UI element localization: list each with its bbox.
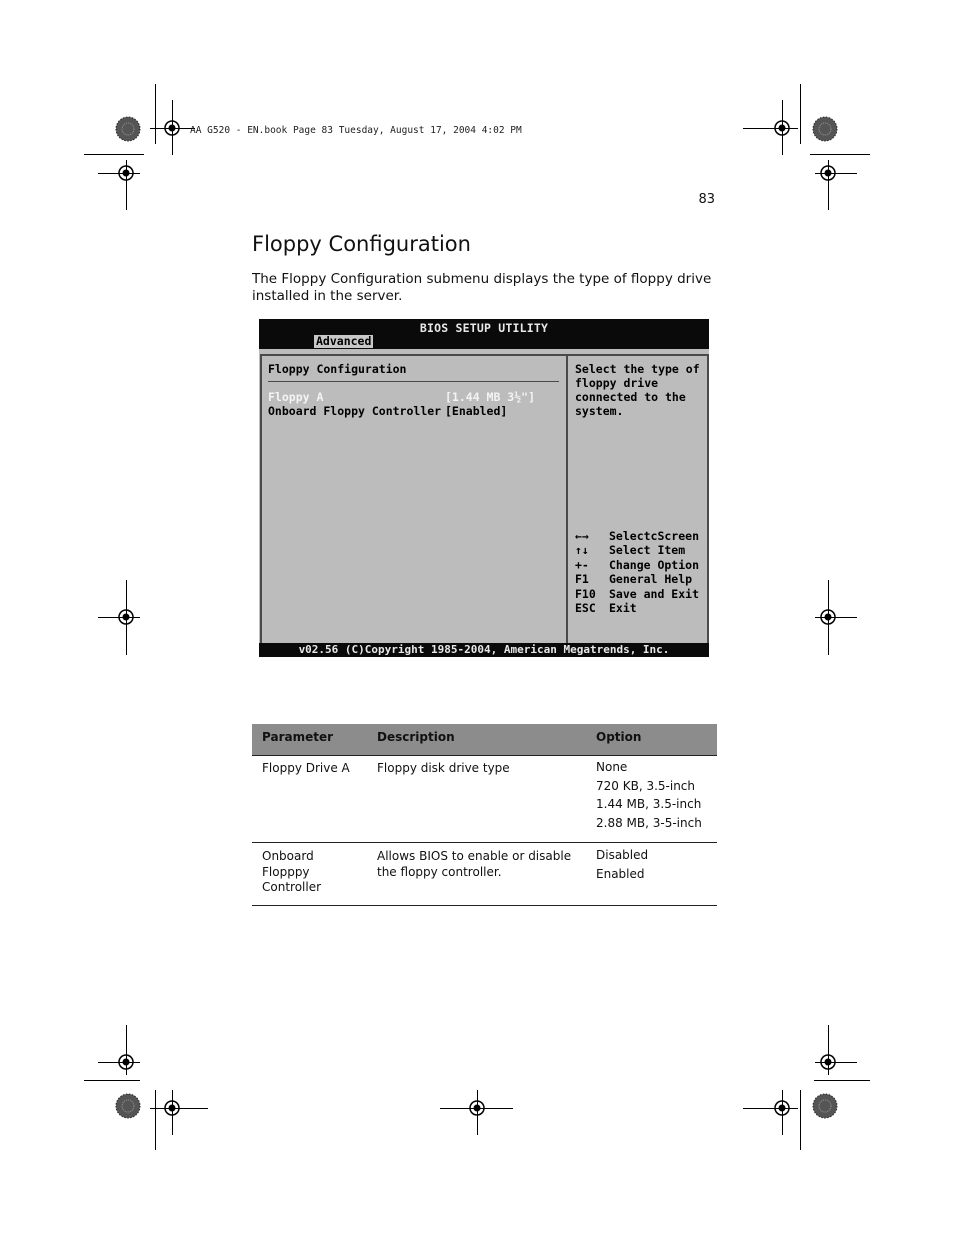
registration-mark-icon [466,1097,488,1119]
table-header [252,724,717,756]
registration-mark-icon [161,117,183,139]
registration-mark-icon [817,1051,839,1073]
page-number: 83 [698,192,715,207]
option-value: 1.44 MB, 3.5-inch [596,797,702,811]
registration-mark-icon [115,162,137,184]
column-header-description: Description [377,730,455,744]
bios-section-title: Floppy Configuration [268,362,407,376]
bios-help-text: Select the type of floppy drive connected to the system. [575,362,700,418]
parameter-cell: Onboard Flopppy Controller [262,849,322,894]
parameter-table [252,724,717,906]
key-label: ESC [575,600,596,615]
option-cell [596,846,716,883]
registration-mark-icon [115,1051,137,1073]
key-action: Exit [609,600,637,615]
option-value: Disabled [596,848,649,862]
key-label: F10 [575,586,596,601]
print-header: AA G520 - EN.book Page 83 Tuesday, August 17, 2004 4:02 PM [190,125,522,136]
registration-mark-icon [817,162,839,184]
registration-mark-icon [771,117,793,139]
bios-section-divider [268,381,559,382]
description-cell: Floppy disk drive type [377,761,510,775]
column-header-option: Option [596,730,642,744]
bios-option-label: Floppy A [268,390,324,404]
color-wheel-icon [812,116,838,142]
key-action: General Help [609,572,693,587]
option-value: None [596,760,628,774]
column-header-parameter: Parameter [262,730,334,744]
bios-divider [566,354,568,643]
key-label: F1 [575,572,589,587]
registration-mark-icon [771,1097,793,1119]
bios-screenshot [259,319,709,657]
registration-mark-icon [817,606,839,628]
bios-option-onboard-floppy-controller[interactable] [268,404,508,418]
key-label: ←→ [575,529,589,543]
option-cell [596,758,716,832]
bios-option-floppy-a[interactable] [268,390,536,404]
bios-title: BIOS SETUP UTILITY [419,321,549,335]
registration-mark-icon [115,606,137,628]
parameter-cell: Floppy Drive A [262,761,350,775]
intro-paragraph: The Floppy Configuration submenu displays the type of floppy drive installed in the server. [252,271,712,304]
key-label: ↑↓ [575,543,589,558]
table-row [252,756,717,843]
color-wheel-icon [812,1093,838,1119]
table-row [252,843,717,906]
bios-tab-advanced[interactable]: Advanced [316,334,372,348]
bios-copyright-footer: v02.56 (C)Copyright 1985-2004, American Megatrends, Inc. [259,643,709,657]
page-title: Floppy Configuration [252,232,471,256]
color-wheel-icon [115,1093,141,1119]
bios-option-value[interactable]: [1.44 MB 3½"] [445,390,536,404]
key-action: Select Item [609,543,686,558]
color-wheel-icon [115,116,141,142]
bios-option-value[interactable]: [Enabled] [445,404,508,418]
key-action: SelectcScreen [609,529,700,543]
key-label: +- [575,557,589,572]
bios-border [568,354,707,356]
registration-mark-icon [161,1097,183,1119]
bios-border [707,354,709,643]
description-cell: Allows BIOS to enable or disable the floppy controller. [377,849,572,879]
key-action: Save and Exit [609,586,700,601]
option-value: 2.88 MB, 3-5-inch [596,815,702,830]
option-value: 720 KB, 3.5-inch [596,778,696,793]
key-action: Change Option [609,557,700,572]
bios-option-label: Onboard Floppy Controller [268,404,442,418]
option-value: Enabled [596,866,645,881]
